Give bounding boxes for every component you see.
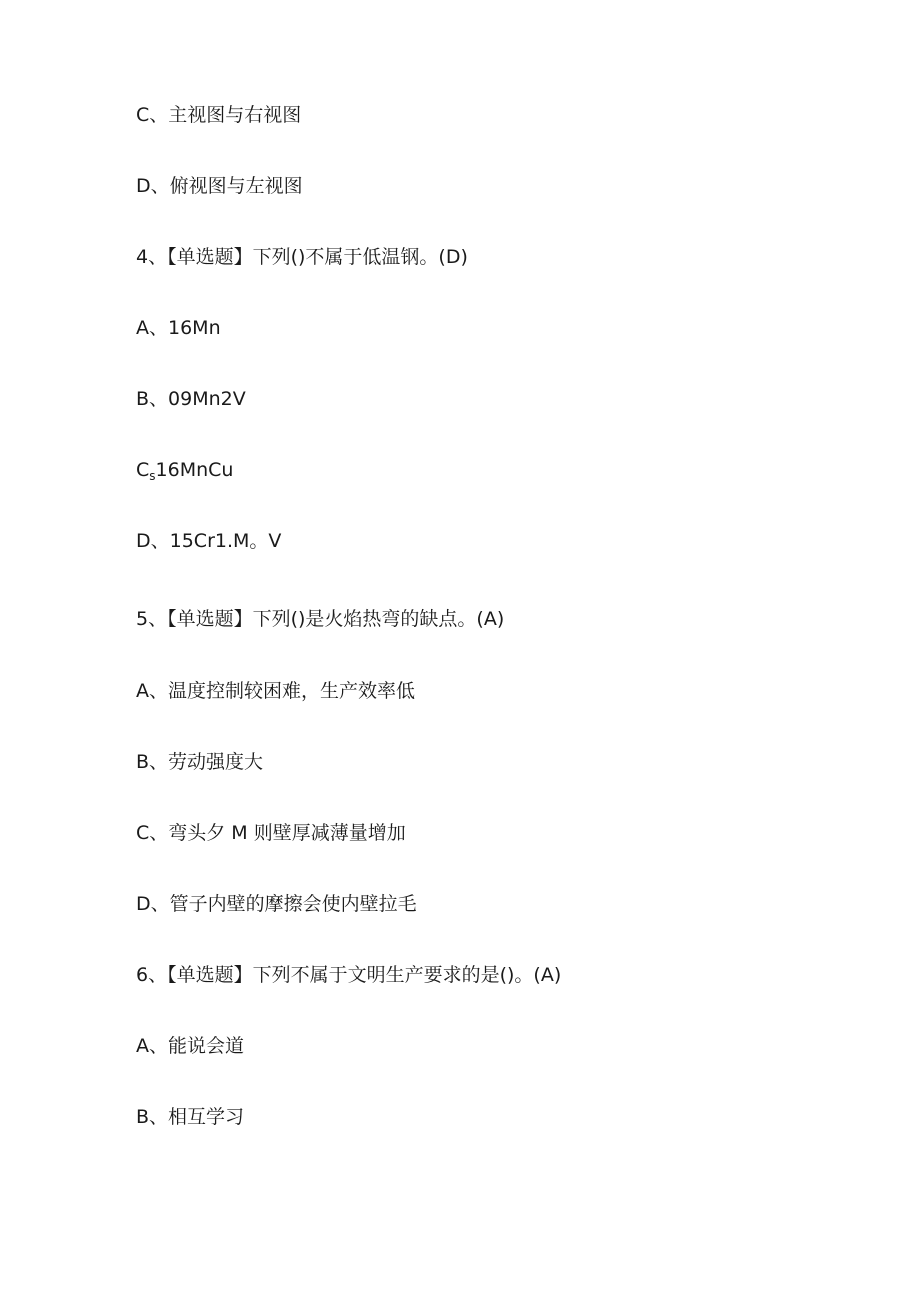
option-d-q5: D、管子内壁的摩擦会使内壁拉毛	[136, 893, 417, 915]
option-c-q3: C、主视图与右视图	[136, 104, 302, 126]
question-4: 4、【单选题】下列()不属于低温钢。(D)	[136, 246, 468, 268]
option-b-q4: B、09Mn2V	[136, 388, 246, 410]
option-c-q4-text: 16MnCu	[155, 459, 234, 481]
option-d-q3: D、俯视图与左视图	[136, 175, 303, 197]
option-c-q5: C、弯头夕 M 则壁厚减薄量增加	[136, 822, 406, 844]
option-c-q4-letter: C	[136, 459, 150, 481]
option-c-q4	[136, 457, 233, 489]
question-6: 6、【单选题】下列不属于文明生产要求的是()。(A)	[136, 964, 562, 986]
option-a-q4: A、16Mn	[136, 317, 221, 339]
option-d-q4: D、15Cr1.M。V	[136, 530, 282, 552]
option-b-q5: B、劳动强度大	[136, 751, 264, 773]
option-b-q6: B、相互学习	[136, 1106, 245, 1128]
option-c-q4-subscript: s	[149, 469, 156, 483]
option-a-q5: A、温度控制较困难，生产效率低	[136, 680, 415, 702]
option-a-q6: A、能说会道	[136, 1035, 244, 1057]
question-5: 5、【单选题】下列()是火焰热弯的缺点。(A)	[136, 608, 505, 630]
